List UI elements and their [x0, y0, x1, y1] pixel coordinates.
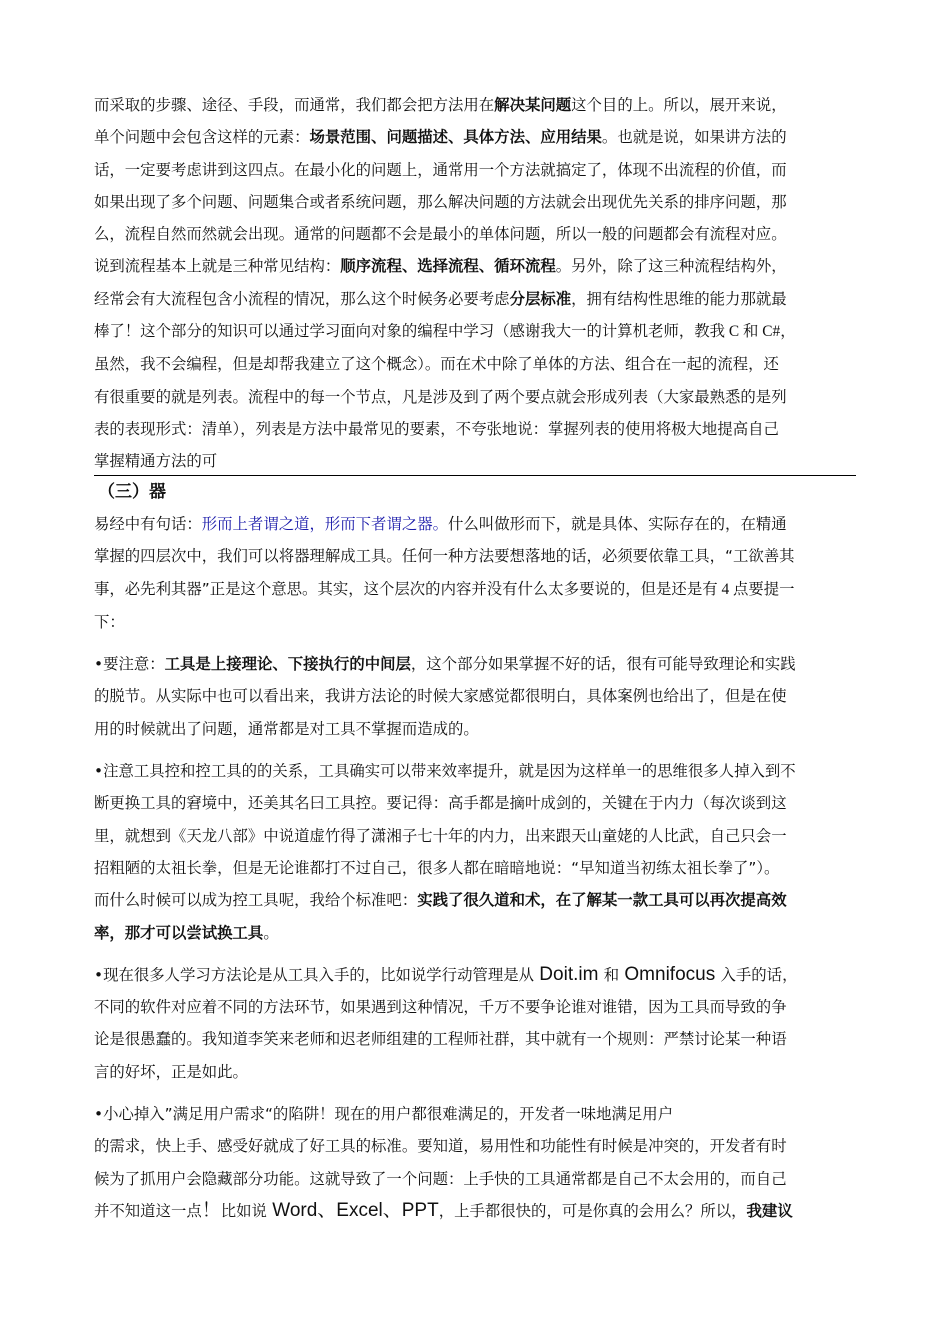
- text-line: 的脱节。从实际中也可以看出来，我讲方法论的时候大家感觉都很明白，具体案例也给出了，但是在使: [94, 687, 787, 706]
- bold-text: 工具是上接理论、下接执行的中间层: [164, 655, 411, 674]
- text-line: 经常会有大流程包含小流程的情况，那么这个时候务必要考虑分层标准，拥有结构性思维的能力那就最: [94, 289, 787, 308]
- text-line: 事，必先利其器”正是这个意思。其实，这个层次的内容并没有什么太多要说的，但是还是有 4 点要提一: [94, 579, 795, 598]
- text-line: •小心掉入”满足用户需求“的陷阱！现在的用户都很难满足的，开发者一味地满足用户: [94, 1105, 674, 1124]
- intro-paragraph: [94, 508, 856, 638]
- text-line: 里，就想到《天龙八部》中说道虚竹得了潇湘子七十年的内力，出来跟天山童姥的人比武，自己只会一: [94, 826, 787, 845]
- text-line: 率，那才可以尝试换工具。: [94, 923, 279, 942]
- text-line: •注意工具控和控工具的的关系，工具确实可以带来效率提升，就是因为这样单一的思维很多人掉入到不: [94, 762, 796, 781]
- latin-text: Omnifocus: [619, 963, 721, 985]
- text-line: 而采取的步骤、途径、手段，而通常，我们都会把方法用在解决某问题这个目的上。所以，展开来说，: [94, 96, 787, 114]
- bold-text: 解决某问题: [494, 96, 572, 114]
- text-line: 并不知道这一点！比如说 Word、Excel、PPT，上手都很快的，可是你真的会用么？所以，我建议: [94, 1199, 793, 1221]
- quoted-text: 形而上者谓之道，形而下者谓之器。: [201, 515, 449, 533]
- text-line: •要注意：工具是上接理论、下接执行的中间层，这个部分如果掌握不好的话，很有可能导致理论和实践: [94, 655, 796, 674]
- bold-text: 实践了很久道和术，在了解某一款工具可以再次提高效: [417, 891, 787, 910]
- text-line: 么，流程自然而然就会出现。通常的问题都不会是最小的单体问题，所以一般的问题都会有流程对应。: [94, 225, 787, 244]
- section-dao-shu-paragraph: [94, 89, 856, 475]
- text-line: 表的表现形式：清单），列表是方法中最常见的要素，不夸张地说：掌握列表的使用将极大地提高自己: [94, 419, 779, 438]
- text-line: 掌握的四层次中，我们可以将器理解成工具。任何一种方法要想落地的话，必须要依靠工具，“工欲善其: [94, 547, 795, 566]
- bold-text: 分层标准: [509, 289, 572, 308]
- latin-text: Doit.im: [534, 963, 604, 985]
- text-line: 话，一定要考虑讲到这四点。在最小化的问题上，通常用一个方法就搞定了，体现不出流程的价值，而: [94, 160, 787, 179]
- text-line: 的需求，快上手、感受好就成了好工具的标准。要知道，易用性和功能性有时候是冲突的，开发者有时: [94, 1137, 787, 1156]
- text-line: 虽然，我不会编程，但是却帮我建立了这个概念）。而在术中除了单体的方法、组合在一起的流程，还: [94, 355, 779, 374]
- text-line: 单个问题中会包含这样的元素：场景范围、问题描述、具体方法、应用结果。也就是说，如果讲方法的: [94, 128, 787, 147]
- text-line: 有很重要的就是列表。流程中的每一个节点，凡是涉及到了两个要点就会形成列表（大家最熟悉的是列: [94, 387, 787, 406]
- bold-text: 场景范围、问题描述、具体方法、应用结果: [309, 128, 602, 147]
- bold-text: 率，那才可以尝试换工具: [94, 923, 264, 942]
- text-line: 论是很愚蠢的。我知道李笑来老师和迟老师组建的工程师社群，其中就有一个规则：严禁讨论某一种语: [94, 1030, 787, 1049]
- bullet-paragraph-3: [94, 959, 856, 1088]
- bullet-paragraph-1: [94, 648, 856, 745]
- text-line: 棒了！这个部分的知识可以通过学习面向对象的编程中学习（感谢我大一的计算机老师，教我 C 和 C#，: [94, 322, 796, 341]
- text-line: 用的时候就出了问题，通常都是对工具不掌握而造成的。: [94, 719, 479, 738]
- section-heading: （三）器: [98, 482, 166, 502]
- latin-text: 4: [717, 580, 733, 598]
- bullet-paragraph-4: [94, 1098, 856, 1227]
- bold-text: 我建议: [746, 1201, 793, 1220]
- latin-text: C: [725, 323, 743, 341]
- latin-text: ！: [201, 1199, 221, 1221]
- document-page: [94, 89, 856, 1227]
- bullet-paragraph-2: [94, 755, 856, 949]
- text-line: 候为了抓用户会隐藏部分功能。这就导致了一个问题：上手快的工具通常都是自己不太会用的，而自己: [94, 1169, 787, 1188]
- text-line: 下：: [94, 612, 125, 631]
- text-line: 如果出现了多个问题、问题集合或者系统问题，那么解决问题的方法就会出现优先关系的排序问题，那: [94, 192, 787, 211]
- text-line: 言的好坏，正是如此。: [94, 1062, 248, 1081]
- text-line: •现在很多人学习方法论是从工具入手的，比如说学行动管理是从 Doit.im 和 Omnifocus 入手的话，: [94, 963, 798, 985]
- text-line: 招粗陋的太祖长拳，但是无论谁都打不过自己，很多人都在暗暗地说：“早知道当初练太祖长拳了”）。: [94, 858, 780, 877]
- bold-text: 顺序流程、选择流程、循环流程: [340, 257, 556, 276]
- text-line: 而什么时候可以成为控工具呢，我给个标准吧：实践了很久道和术，在了解某一款工具可以再次提高效: [94, 891, 787, 910]
- text-line: 说到流程基本上就是三种常见结构：顺序流程、选择流程、循环流程。另外，除了这三种流程结构外，: [94, 257, 787, 276]
- latin-text: C#: [758, 323, 781, 341]
- text-line: 断更换工具的窘境中，还美其名曰工具控。要记得：高手都是摘叶成剑的，关键在于内力（每次谈到这: [94, 794, 787, 813]
- latin-text: Word、Excel、PPT: [266, 1199, 439, 1221]
- text-line: 掌握精通方法的可: [94, 452, 218, 471]
- text-line: 不同的软件对应着不同的方法环节，如果遇到这种情况，千万不要争论谁对谁错，因为工具而导致的争: [94, 998, 787, 1017]
- text-line: 易经中有句话：形而上者谓之道，形而下者谓之器。什么叫做形而下，就是具体、实际存在的，在精通: [94, 515, 787, 533]
